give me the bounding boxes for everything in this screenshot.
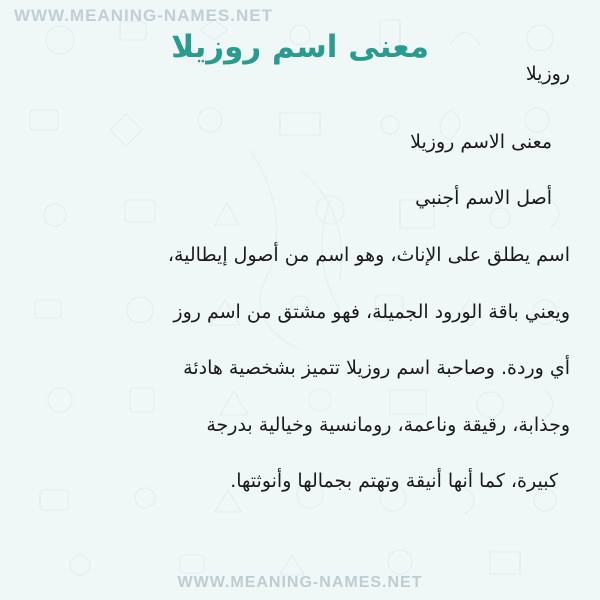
description-line-1: اسم يطلق على الإناث، وهو اسم من أصول إيطالية، [167, 243, 570, 266]
description-line-3: أي وردة. وصاحبة اسم روزيلا تتميز بشخصية هادئة [183, 357, 570, 380]
description-line-2: ويعني باقة الورود الجميلة، فهو مشتق من اسم روز [173, 300, 570, 323]
origin-label-line: أصل الاسم أجنبي [415, 187, 552, 210]
description-line-5: كبيرة، كما أنها أنيقة وتهتم بجمالها وأنوثتها. [230, 470, 558, 493]
article-body [30, 62, 570, 526]
name-heading: روزيلا [525, 63, 570, 85]
page-title: معنى اسم روزيلا [171, 28, 429, 65]
watermark-bottom: WWW.MEANING-NAMES.NET [177, 574, 423, 591]
description-line-4: وجذابة، رقيقة وناعمة، رومانسية وخيالية بدرجة [206, 413, 570, 436]
watermark-top: WWW.MEANING-NAMES.NET [14, 6, 273, 25]
meaning-label-line: معنى الاسم روزيلا [410, 130, 552, 153]
